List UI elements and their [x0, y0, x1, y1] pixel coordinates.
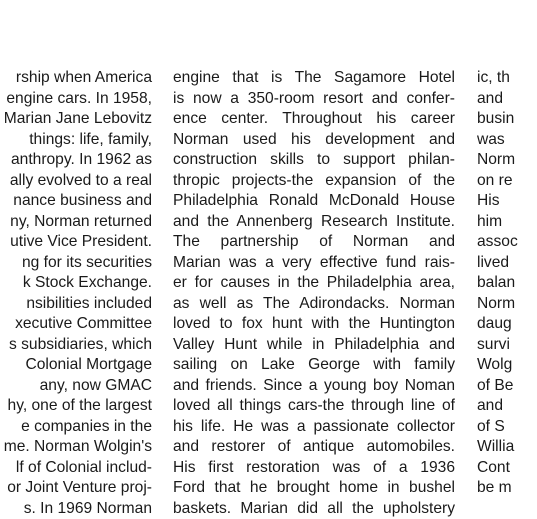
right-column-line: daug — [477, 314, 537, 335]
middle-column-line: engine that is The Sagamore Hotel — [173, 68, 455, 89]
right-column-text — [477, 68, 537, 519]
middle-column-text — [173, 68, 455, 519]
left-column-line: lf of Colonial includ- — [0, 458, 152, 479]
right-column-line: him — [477, 212, 537, 233]
middle-column-line: thropic projects-the expansion of the — [173, 171, 455, 192]
left-column-line: things: life, family, — [0, 130, 152, 151]
right-column-line: ic, th — [477, 68, 537, 89]
middle-column-line: as well as The Adirondacks. Norman — [173, 294, 455, 315]
middle-column-line: loved all things cars-the through line of — [173, 396, 455, 417]
middle-column-line: Philadelphia Ronald McDonald House — [173, 191, 455, 212]
right-column-line: survi — [477, 335, 537, 356]
left-column-text — [0, 68, 152, 519]
middle-column-line: and restorer of antique automobiles. — [173, 437, 455, 458]
left-column-line: any, now GMAC — [0, 376, 152, 397]
left-column-line: ng for its securities — [0, 253, 152, 274]
left-column-line: nsibilities included — [0, 294, 152, 315]
left-column-line: anthropy. In 1962 as — [0, 150, 152, 171]
right-column-line: Wolg — [477, 355, 537, 376]
middle-column-line: Norman used his development and — [173, 130, 455, 151]
right-column-line: balan — [477, 273, 537, 294]
left-column-line: or Joint Venture proj- — [0, 478, 152, 499]
left-column-line: engine cars. In 1958, — [0, 89, 152, 110]
left-column-line: ny, Norman returned — [0, 212, 152, 233]
middle-column-line: sailing on Lake George with family — [173, 355, 455, 376]
right-column-line: and — [477, 396, 537, 417]
middle-column-line: and the Annenberg Research Institute. — [173, 212, 455, 233]
left-column-line: Marian Jane Lebovitz — [0, 109, 152, 130]
right-column-line: His — [477, 191, 537, 212]
right-column-line: be m — [477, 478, 537, 499]
left-column-line: ally evolved to a real — [0, 171, 152, 192]
right-column-line — [477, 499, 537, 519]
middle-column-line: baskets. Marian did all the upholstery — [173, 499, 455, 519]
middle-column-line: His first restoration was of a 1936 — [173, 458, 455, 479]
right-column-line: was — [477, 130, 537, 151]
left-column-line: Colonial Mortgage — [0, 355, 152, 376]
middle-column-line: and friends. Since a young boy Noman — [173, 376, 455, 397]
middle-column-line: his life. He was a passionate collector — [173, 417, 455, 438]
right-column-line: Norm — [477, 294, 537, 315]
right-column-line: and — [477, 89, 537, 110]
left-column-line: nance business and — [0, 191, 152, 212]
left-column-line: me. Norman Wolgin's — [0, 437, 152, 458]
right-column-line: on re — [477, 171, 537, 192]
middle-column-line: loved to fox hunt with the Huntington — [173, 314, 455, 335]
right-column-line: Willia — [477, 437, 537, 458]
left-column-line: e companies in the — [0, 417, 152, 438]
middle-column-line: construction skills to support philan- — [173, 150, 455, 171]
right-column-line: of S — [477, 417, 537, 438]
right-column-line: of Be — [477, 376, 537, 397]
middle-column-line: Ford that he brought home in bushel — [173, 478, 455, 499]
middle-column-line: Marian was a very effective fund rais- — [173, 253, 455, 274]
right-column-line: Cont — [477, 458, 537, 479]
middle-column-line: er for causes in the Philadelphia area, — [173, 273, 455, 294]
left-column-line: rship when America — [0, 68, 152, 89]
right-column-line: lived — [477, 253, 537, 274]
middle-column-line: is now a 350-room resort and confer- — [173, 89, 455, 110]
middle-column-line: The partnership of Norman and — [173, 232, 455, 253]
right-column-line: assoc — [477, 232, 537, 253]
left-column-line: k Stock Exchange. — [0, 273, 152, 294]
left-column-line: hy, one of the largest — [0, 396, 152, 417]
right-column-line: busin — [477, 109, 537, 130]
left-column-line: s. In 1969 Norman — [0, 499, 152, 519]
left-column-line: xecutive Committee — [0, 314, 152, 335]
right-column-line: Norm — [477, 150, 537, 171]
middle-column-line: ence center. Throughout his career — [173, 109, 455, 130]
left-column-line: utive Vice President. — [0, 232, 152, 253]
left-column-line: s subsidiaries, which — [0, 335, 152, 356]
middle-column-line: Valley Hunt while in Philadelphia and — [173, 335, 455, 356]
